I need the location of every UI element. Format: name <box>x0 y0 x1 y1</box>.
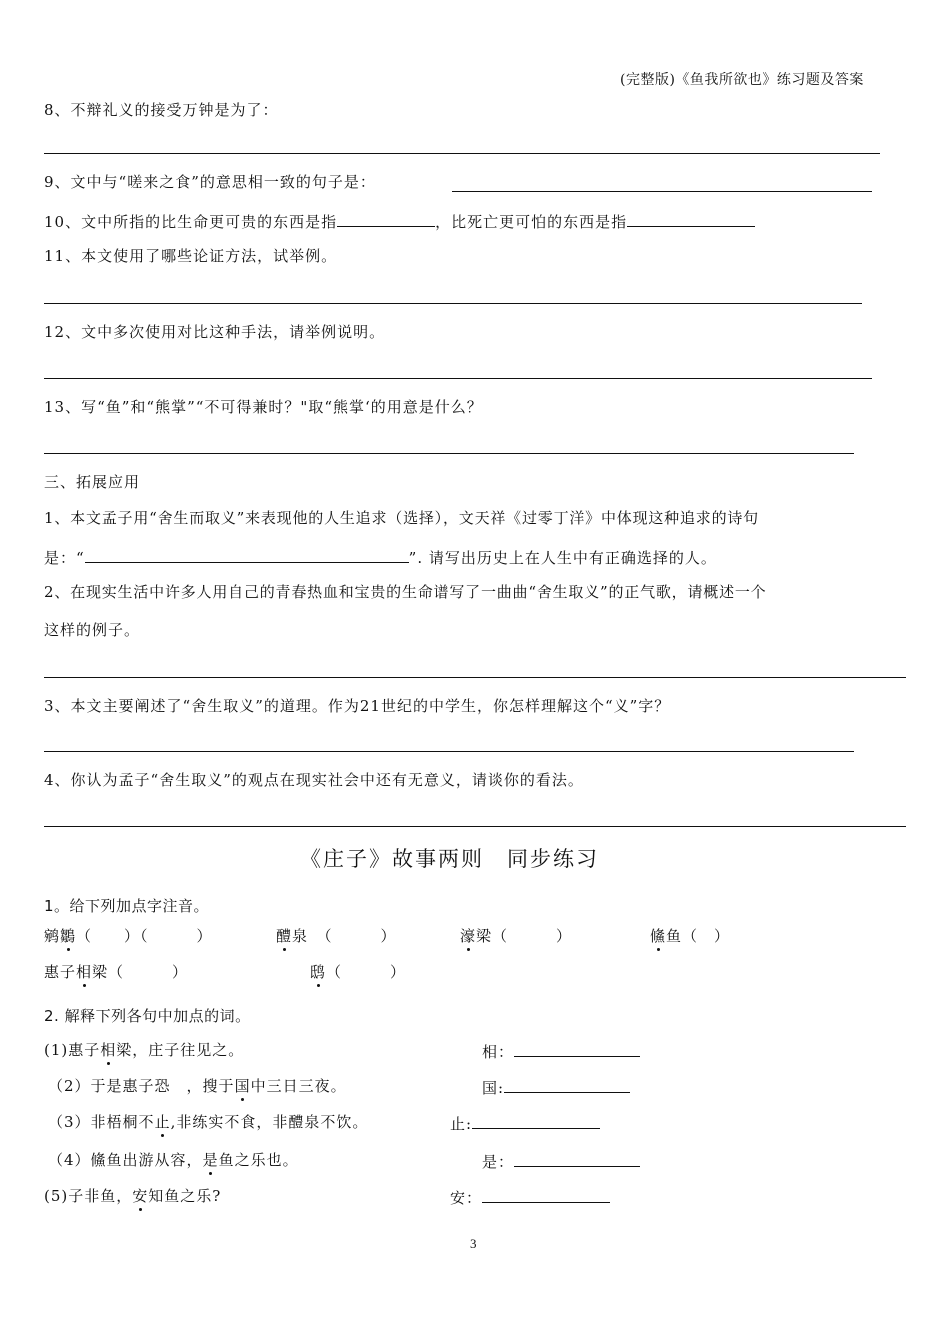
pinyin-item-2 <box>276 926 397 946</box>
explain-item-5-dotted: 安 <box>132 1187 149 1205</box>
zhuangzi-p1-heading: 1。给下列加点字注音。 <box>44 897 210 915</box>
pinyin-item-4 <box>650 926 730 946</box>
explain-item-3-post: ,非练实不食，非醴泉不饮。 <box>170 1113 369 1131</box>
zhuangzi-p2-heading: 2. 解释下列各句中加点的词。 <box>44 1007 251 1025</box>
explain-answer-5 <box>450 1186 610 1208</box>
question-9: 9、文中与“嗟来之食”的意思相一致的句子是： <box>44 173 376 191</box>
pinyin-item-2-blank[interactable]: 泉 （ ） <box>292 927 397 945</box>
section-3-heading: 三、拓展应用 <box>44 473 141 491</box>
explain-item-4 <box>48 1150 299 1170</box>
question-13: 13、写“鱼”和“熊掌”“不可得兼时？"取“熊掌‘的用意是什么？ <box>44 398 483 416</box>
section-3-q1-line1: 1、本文孟子用“舍生而取义”来表现他的人生追求（选择），文天祥《过零丁洋》中体现这种追求的诗句 <box>44 509 759 527</box>
pinyin-item-1-pre: 鹓 <box>44 927 61 945</box>
explain-item-2-post: 中三日三夜。 <box>250 1077 347 1095</box>
explain-item-2-pre: 于是惠子恐 ，搜于 <box>90 1077 235 1095</box>
pinyin-item-3-dotted: 濠 <box>460 927 477 945</box>
section-3-q1-line2 <box>44 546 717 568</box>
section-3-q3: 3、本文主要阐述了“舍生取义”的道理。作为21世纪的中学生，你怎样理解这个“义”字？ <box>44 697 671 715</box>
page-header: (完整版)《鱼我所欲也》练习题及答案 <box>620 72 864 88</box>
explain-item-1-dotted: 相 <box>100 1041 117 1059</box>
pinyin-item-5 <box>44 962 188 982</box>
section-3-q4: 4、你认为孟子“舍生取义”的观点在现实社会中还有无意义，请谈你的看法。 <box>44 771 584 789</box>
explain-item-1-post: 梁，庄子往见之。 <box>116 1041 245 1059</box>
pinyin-item-2-dotted: 醴 <box>276 927 293 945</box>
explain-item-4-post: 鱼之乐也。 <box>218 1151 299 1169</box>
question-11: 11、本文使用了哪些论证方法，试举例。 <box>44 247 338 265</box>
explain-item-2 <box>48 1076 347 1096</box>
pinyin-item-6 <box>310 962 406 982</box>
pinyin-item-3 <box>460 926 572 946</box>
answer-line-s3-q2[interactable] <box>44 677 906 678</box>
explain-answer-1 <box>482 1040 640 1062</box>
explain-answer-2-blank[interactable] <box>504 1076 630 1093</box>
explain-item-4-dotted: 是 <box>202 1151 219 1169</box>
explain-answer-1-label: 相： <box>482 1043 515 1061</box>
explain-answer-4-blank[interactable] <box>514 1150 640 1167</box>
pinyin-item-5-blank[interactable]: 梁（ ） <box>92 963 189 981</box>
answer-blank-10a[interactable] <box>337 210 435 227</box>
zhuangzi-title: 《庄子》故事两则 同步练习 <box>300 847 599 871</box>
pinyin-item-1 <box>44 926 213 946</box>
explain-item-4-pre: 鯈鱼出游从容， <box>90 1151 203 1169</box>
answer-line-11[interactable] <box>44 303 862 304</box>
explain-answer-1-blank[interactable] <box>514 1040 640 1057</box>
explain-item-2-dotted: 国 <box>234 1077 251 1095</box>
explain-item-1 <box>44 1040 244 1060</box>
explain-answer-4-label: 是： <box>482 1153 515 1171</box>
explain-item-5-num: (5) <box>44 1187 69 1205</box>
explain-answer-2-label: 国: <box>482 1079 505 1097</box>
question-10-part1: 10、文中所指的比生命更可贵的东西是指 <box>44 213 338 231</box>
answer-line-12[interactable] <box>44 378 872 379</box>
pinyin-item-1-dotted: 鶵 <box>60 927 77 945</box>
explain-item-2-num: （2） <box>48 1077 91 1095</box>
explain-item-5-pre: 子非鱼， <box>68 1187 133 1205</box>
question-8: 8、不辩礼义的接受万钟是为了： <box>44 101 279 119</box>
pinyin-item-6-blank[interactable]: （ ） <box>326 963 407 981</box>
explain-item-5 <box>44 1186 221 1206</box>
pinyin-item-3-blank[interactable]: 梁（ ） <box>476 927 573 945</box>
pinyin-item-4-dotted: 鯈 <box>650 927 667 945</box>
explain-answer-3 <box>450 1112 600 1134</box>
answer-blank-poem[interactable] <box>85 546 409 563</box>
explain-answer-4 <box>482 1150 640 1172</box>
section-3-q2-line2: 这样的例子。 <box>44 621 141 639</box>
pinyin-item-4-blank[interactable]: 鱼（ ） <box>666 927 731 945</box>
answer-blank-10b[interactable] <box>627 210 755 227</box>
explain-answer-5-blank[interactable] <box>482 1186 610 1203</box>
explain-item-4-num: （4） <box>48 1151 91 1169</box>
explain-item-3 <box>48 1112 368 1132</box>
answer-line-s3-q3[interactable] <box>44 751 854 752</box>
section-3-q2-line1: 2、在现实生活中许多人用自己的青春热血和宝贵的生命谱写了一曲曲“舍生取义”的正气歌，请概述一个 <box>44 583 767 601</box>
answer-line-9[interactable] <box>452 191 872 192</box>
explain-item-3-num: （3） <box>48 1113 91 1131</box>
explain-answer-5-label: 安： <box>450 1189 483 1207</box>
explain-item-3-dotted: 止 <box>154 1113 171 1131</box>
explain-answer-2 <box>482 1076 630 1098</box>
question-12: 12、文中多次使用对比这种手法，请举例说明。 <box>44 323 386 341</box>
pinyin-item-1-blank[interactable]: （ ）（ ） <box>76 927 213 945</box>
explain-item-3-pre: 非梧桐不 <box>90 1113 155 1131</box>
answer-line-s3-q4[interactable] <box>44 826 906 827</box>
question-10-part2: ，比死亡更可怕的东西是指 <box>435 213 628 231</box>
page-number: 3 <box>470 1236 478 1251</box>
pinyin-item-5-pre: 惠子 <box>44 963 77 981</box>
pinyin-item-5-dotted: 相 <box>76 963 93 981</box>
section-3-q1-line2-b: ”. 请写出历史上在人生中有正确选择的人。 <box>408 549 717 567</box>
explain-item-1-pre: 惠子 <box>68 1041 101 1059</box>
explain-item-5-post: 知鱼之乐? <box>148 1187 222 1205</box>
pinyin-item-6-dotted: 鸱 <box>310 963 327 981</box>
section-3-q1-line2-a: 是：“ <box>44 549 85 567</box>
answer-line-13[interactable] <box>44 453 854 454</box>
explain-answer-3-blank[interactable] <box>472 1112 600 1129</box>
explain-answer-3-label: 止: <box>450 1115 473 1133</box>
explain-item-1-num: (1) <box>44 1041 69 1059</box>
question-10 <box>44 210 755 232</box>
answer-line-8[interactable] <box>44 153 880 154</box>
